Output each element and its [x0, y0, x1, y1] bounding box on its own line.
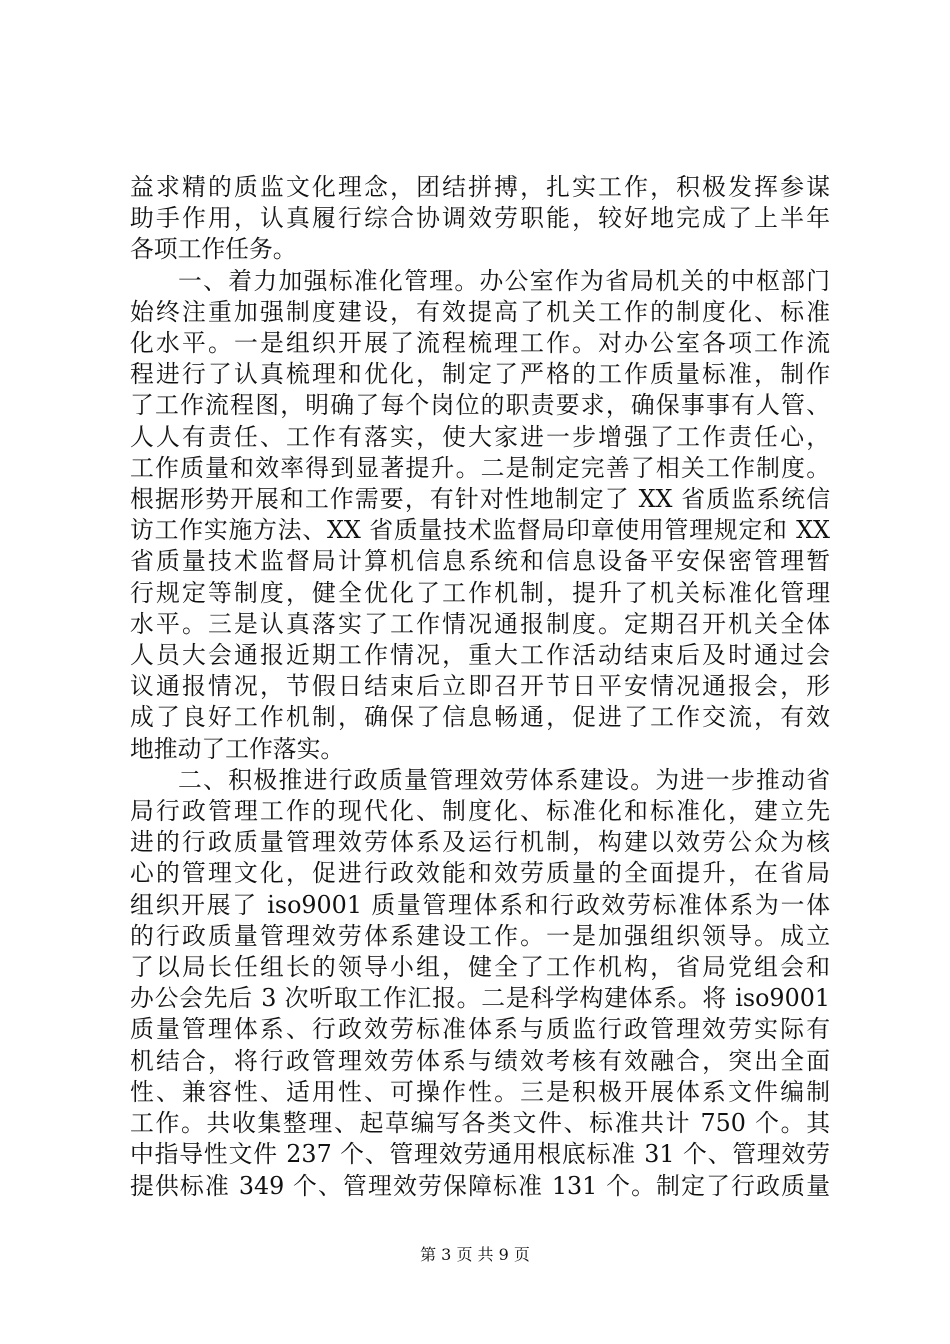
text-line: 地推动了工作落实。: [130, 734, 345, 763]
text-line: 人员大会通报近期工作情况，重大工作活动结束后及时通过会: [130, 641, 830, 670]
text-line: 化水平。一是组织开展了流程梳理工作。对办公室各项工作流: [130, 329, 830, 358]
text-line: 质量管理体系、行政效劳标准体系与质监行政管理效劳实际有: [130, 1015, 830, 1044]
text-line: 了以局长任组长的领导小组，健全了工作机构，省局党组会和: [130, 953, 830, 982]
text-line: 益求精的质监文化理念，团结拼搏，扎实工作，积极发挥参谋: [130, 173, 830, 201]
text-line: 组织开展了 iso9001 质量管理体系和行政效劳标准体系为一体: [130, 890, 830, 919]
text-line: 工作。共收集整理、起草编写各类文件、标准共计 750 个。其: [130, 1109, 830, 1138]
paragraph-first-line: 二、积极推进行政质量管理效劳体系建设。为进一步推动省: [178, 765, 830, 794]
text-line: 提供标准 349 个、管理效劳保障标准 131 个。制定了行政质量: [130, 1171, 830, 1200]
text-line: 心的管理文化，促进行政效能和效劳质量的全面提升，在省局: [130, 859, 830, 888]
text-line: 根据形势开展和工作需要，有针对性地制定了 XX 省质监系统信: [130, 485, 830, 514]
text-line: 助手作用，认真履行综合协调效劳职能，较好地完成了上半年: [130, 204, 830, 233]
text-line: 程进行了认真梳理和优化，制定了严格的工作质量标准，制作: [130, 360, 830, 389]
text-line: 的行政质量管理效劳体系建设工作。一是加强组织领导。成立: [130, 921, 830, 950]
paragraph-first-line: 一、着力加强标准化管理。办公室作为省局机关的中枢部门: [178, 266, 830, 295]
text-line: 局行政管理工作的现代化、制度化、标准化和标准化，建立先: [130, 797, 830, 826]
text-line: 行规定等制度，健全优化了工作机制，提升了机关标准化管理: [130, 578, 830, 607]
text-line: 议通报情况，节假日结束后立即召开节日平安情况通报会，形: [130, 672, 830, 701]
text-line: 人人有责任、工作有落实，使大家进一步增强了工作责任心，: [130, 422, 830, 451]
text-line: 性、兼容性、适用性、可操作性。三是积极开展体系文件编制: [130, 1077, 830, 1106]
text-line: 始终注重加强制度建设，有效提高了机关工作的制度化、标准: [130, 297, 830, 326]
text-line: 访工作实施方法、XX 省质量技术监督局印章使用管理规定和 XX: [130, 516, 830, 545]
text-line: 中指导性文件 237 个、管理效劳通用根底标准 31 个、管理效劳: [130, 1140, 830, 1169]
text-line: 各项工作任务。: [130, 235, 297, 264]
text-line: 成了良好工作机制，确保了信息畅通，促进了工作交流，有效: [130, 703, 830, 732]
text-line: 水平。三是认真落实了工作情况通报制度。定期召开机关全体: [130, 609, 830, 638]
text-line: 工作质量和效率得到显著提升。二是制定完善了相关工作制度。: [130, 453, 830, 482]
document-body: [130, 172, 830, 1202]
text-line: 机结合，将行政管理效劳体系与绩效考核有效融合，突出全面: [130, 1046, 830, 1075]
page-number-footer: 第 3 页 共 9 页: [420, 1245, 530, 1264]
text-line: 办公会先后 3 次听取工作汇报。二是科学构建体系。将 iso9001: [130, 984, 830, 1013]
text-line: 了工作流程图，明确了每个岗位的职责要求，确保事事有人管、: [130, 391, 830, 420]
text-line: 省质量技术监督局计算机信息系统和信息设备平安保密管理暂: [130, 547, 830, 576]
text-line: 进的行政质量管理效劳体系及运行机制，构建以效劳公众为核: [130, 828, 830, 857]
